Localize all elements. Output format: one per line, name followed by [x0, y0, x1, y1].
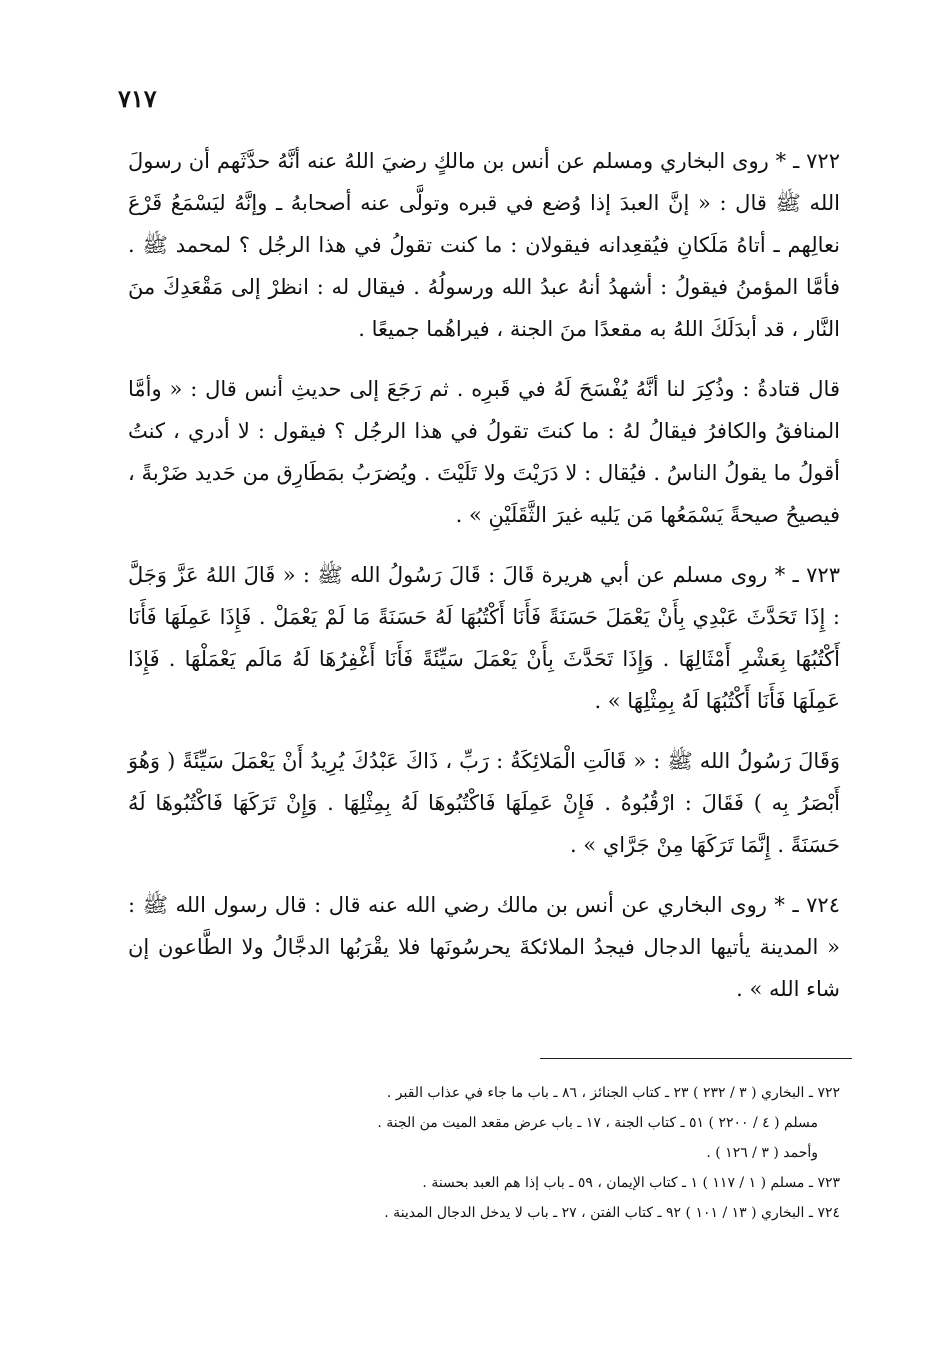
paragraph-hadith-723: ٧٢٣ ـ * روى مسلم عن أبي هريرة قَالَ : قَالَ رَسُولُ الله ﷺ : « قَالَ اللهُ عَزَّ وَجَلَّ : إِذَا تَحَدَّثَ عَبْدِي بِأَنْ يَعْمَلَ حَسَنَةً فَأَنَا أَكْتُبُهَا لَهُ حَسَنَةً مَا لَمْ يَعْمَلْ . فَإِذَا عَمِلَهَا فَأَنَا أَكْتُبُهَا بِعَشْرِ أَمْثَالِهَا . وَإِذَا تَحَدَّثَ بِأَنْ يَعْمَلَ سَيِّئَةً فَأَنَا أَغْفِرُهَا لَهُ مَالَم يَعْمَلْهَا . فَإِذَا عَمِلَهَا فَأَنَا أَكْتُبُهَا لَهُ بِمِثْلِهَا » . — [128, 563, 840, 713]
paragraph-hadith-724: ٧٢٤ ـ * روى البخاري عن أنس بن مالك رضي الله عنه قال : قال رسول الله ﷺ : « المدينة يأتيها الدجال فيجدُ الملائكةَ يحرسُونَها فلا يقْرَبُها الدجَّالُ ولا الطَّاعون إن شاء الله » . — [128, 893, 840, 1001]
footnote-722: ٧٢٢ ـ البخاري ( ٣ / ٢٣٢ ) ٢٣ ـ كتاب الجنائز ، ٨٦ ـ باب ما جاء في عذاب القبر . — [386, 1085, 840, 1101]
paragraph-hadith-722: ٧٢٢ ـ * روى البخاري ومسلم عن أنس بن مالكٍ رضيَ اللهُ عنه أنَّهُ حدَّثَهم أن رسولَ الله ﷺ قال : « إنَّ العبدَ إذا وُضع في قبره وتولَّى عنه أصحابهُ ـ وإنَّهُ ليَسْمَعُ قَرْعَ نعالِهم ـ أتاهُ مَلَكانِ فيُقعِدانه فيقولان : ما كنت تقولُ في هذا الرجُل ؟ لمحمد ﷺ . فأمَّا المؤمنُ فيقولُ : أشهدُ أنهُ عبدُ الله ورسولُهُ . فيقال له : انظرْ إلى مَقْعَدِكَ منَ النَّار ، قد أبدَلَكَ اللهُ به مقعدًا منَ الجنة ، فيراهُما جميعًا . — [128, 149, 840, 341]
footnote-722-muslim: مسلم ( ٤ / ٢٢٠٠ ) ٥١ ـ كتاب الجنة ، ١٧ ـ باب عرض مقعد الميت من الجنة . — [377, 1115, 818, 1131]
main-text — [128, 140, 840, 1028]
footnote-722-ahmad: وأحمد ( ٣ / ١٢٦ ) . — [706, 1145, 818, 1161]
footnote-723: ٧٢٣ ـ مسلم ( ١ / ١١٧ ) ١ ـ كتاب الإيمان ، ٥٩ ـ باب إذا هم العبد بحسنة . — [422, 1175, 840, 1191]
footnote-divider — [540, 1058, 852, 1059]
paragraph-hadith-723-continued: وَقَالَ رَسُولُ الله ﷺ : « قَالَتِ الْمَلائِكَةُ : رَبِّ ، ذَاكَ عَبْدُكَ يُرِيدُ أَنْ يَعْمَلَ سَيِّئَةً ( وَهُوَ أَبْصَرُ بِه ) فَقَالَ : ارْقُبُوهُ . فَإِنْ عَمِلَهَا فَاكْتُبُوهَا لَهُ بِمِثْلِهَا . وَإِنْ تَرَكَهَا فَاكْتُبُوهَا لَهُ حَسَنَةً . إِنَّمَا تَرَكَهَا مِنْ جَرَّاي » . — [128, 749, 840, 857]
paragraph-qatada-note: قال قتادةُ : وذُكِرَ لنا أنَّهُ يُفْسَحَ لَهُ في قَبرِه . ثم رَجَعَ إلى حديثِ أنس قال : « وأمَّا المنافقُ والكافرُ فيقالُ لهُ : ما كنتَ تقولُ في هذا الرجُل ؟ فيقول : لا أدري ، كنتُ أقولُ ما يقولُ الناسُ . فيُقال : لا دَرَيْتَ ولا تَلَيْتَ . ويُضرَبُ بمَطَارِق من حَديد ضَرْبةً ، فيصيحُ صيحةً يَسْمَعُها مَن يَليه غيرَ الثَّقَلَيْنِ » . — [128, 377, 840, 527]
page-number: ٧١٧ — [118, 84, 157, 113]
footnote-724: ٧٢٤ ـ البخاري ( ١٣ / ١٠١ ) ٩٢ ـ كتاب الفتن ، ٢٧ ـ باب لا يدخل الدجال المدينة . — [384, 1205, 840, 1221]
footnotes — [300, 1078, 840, 1228]
